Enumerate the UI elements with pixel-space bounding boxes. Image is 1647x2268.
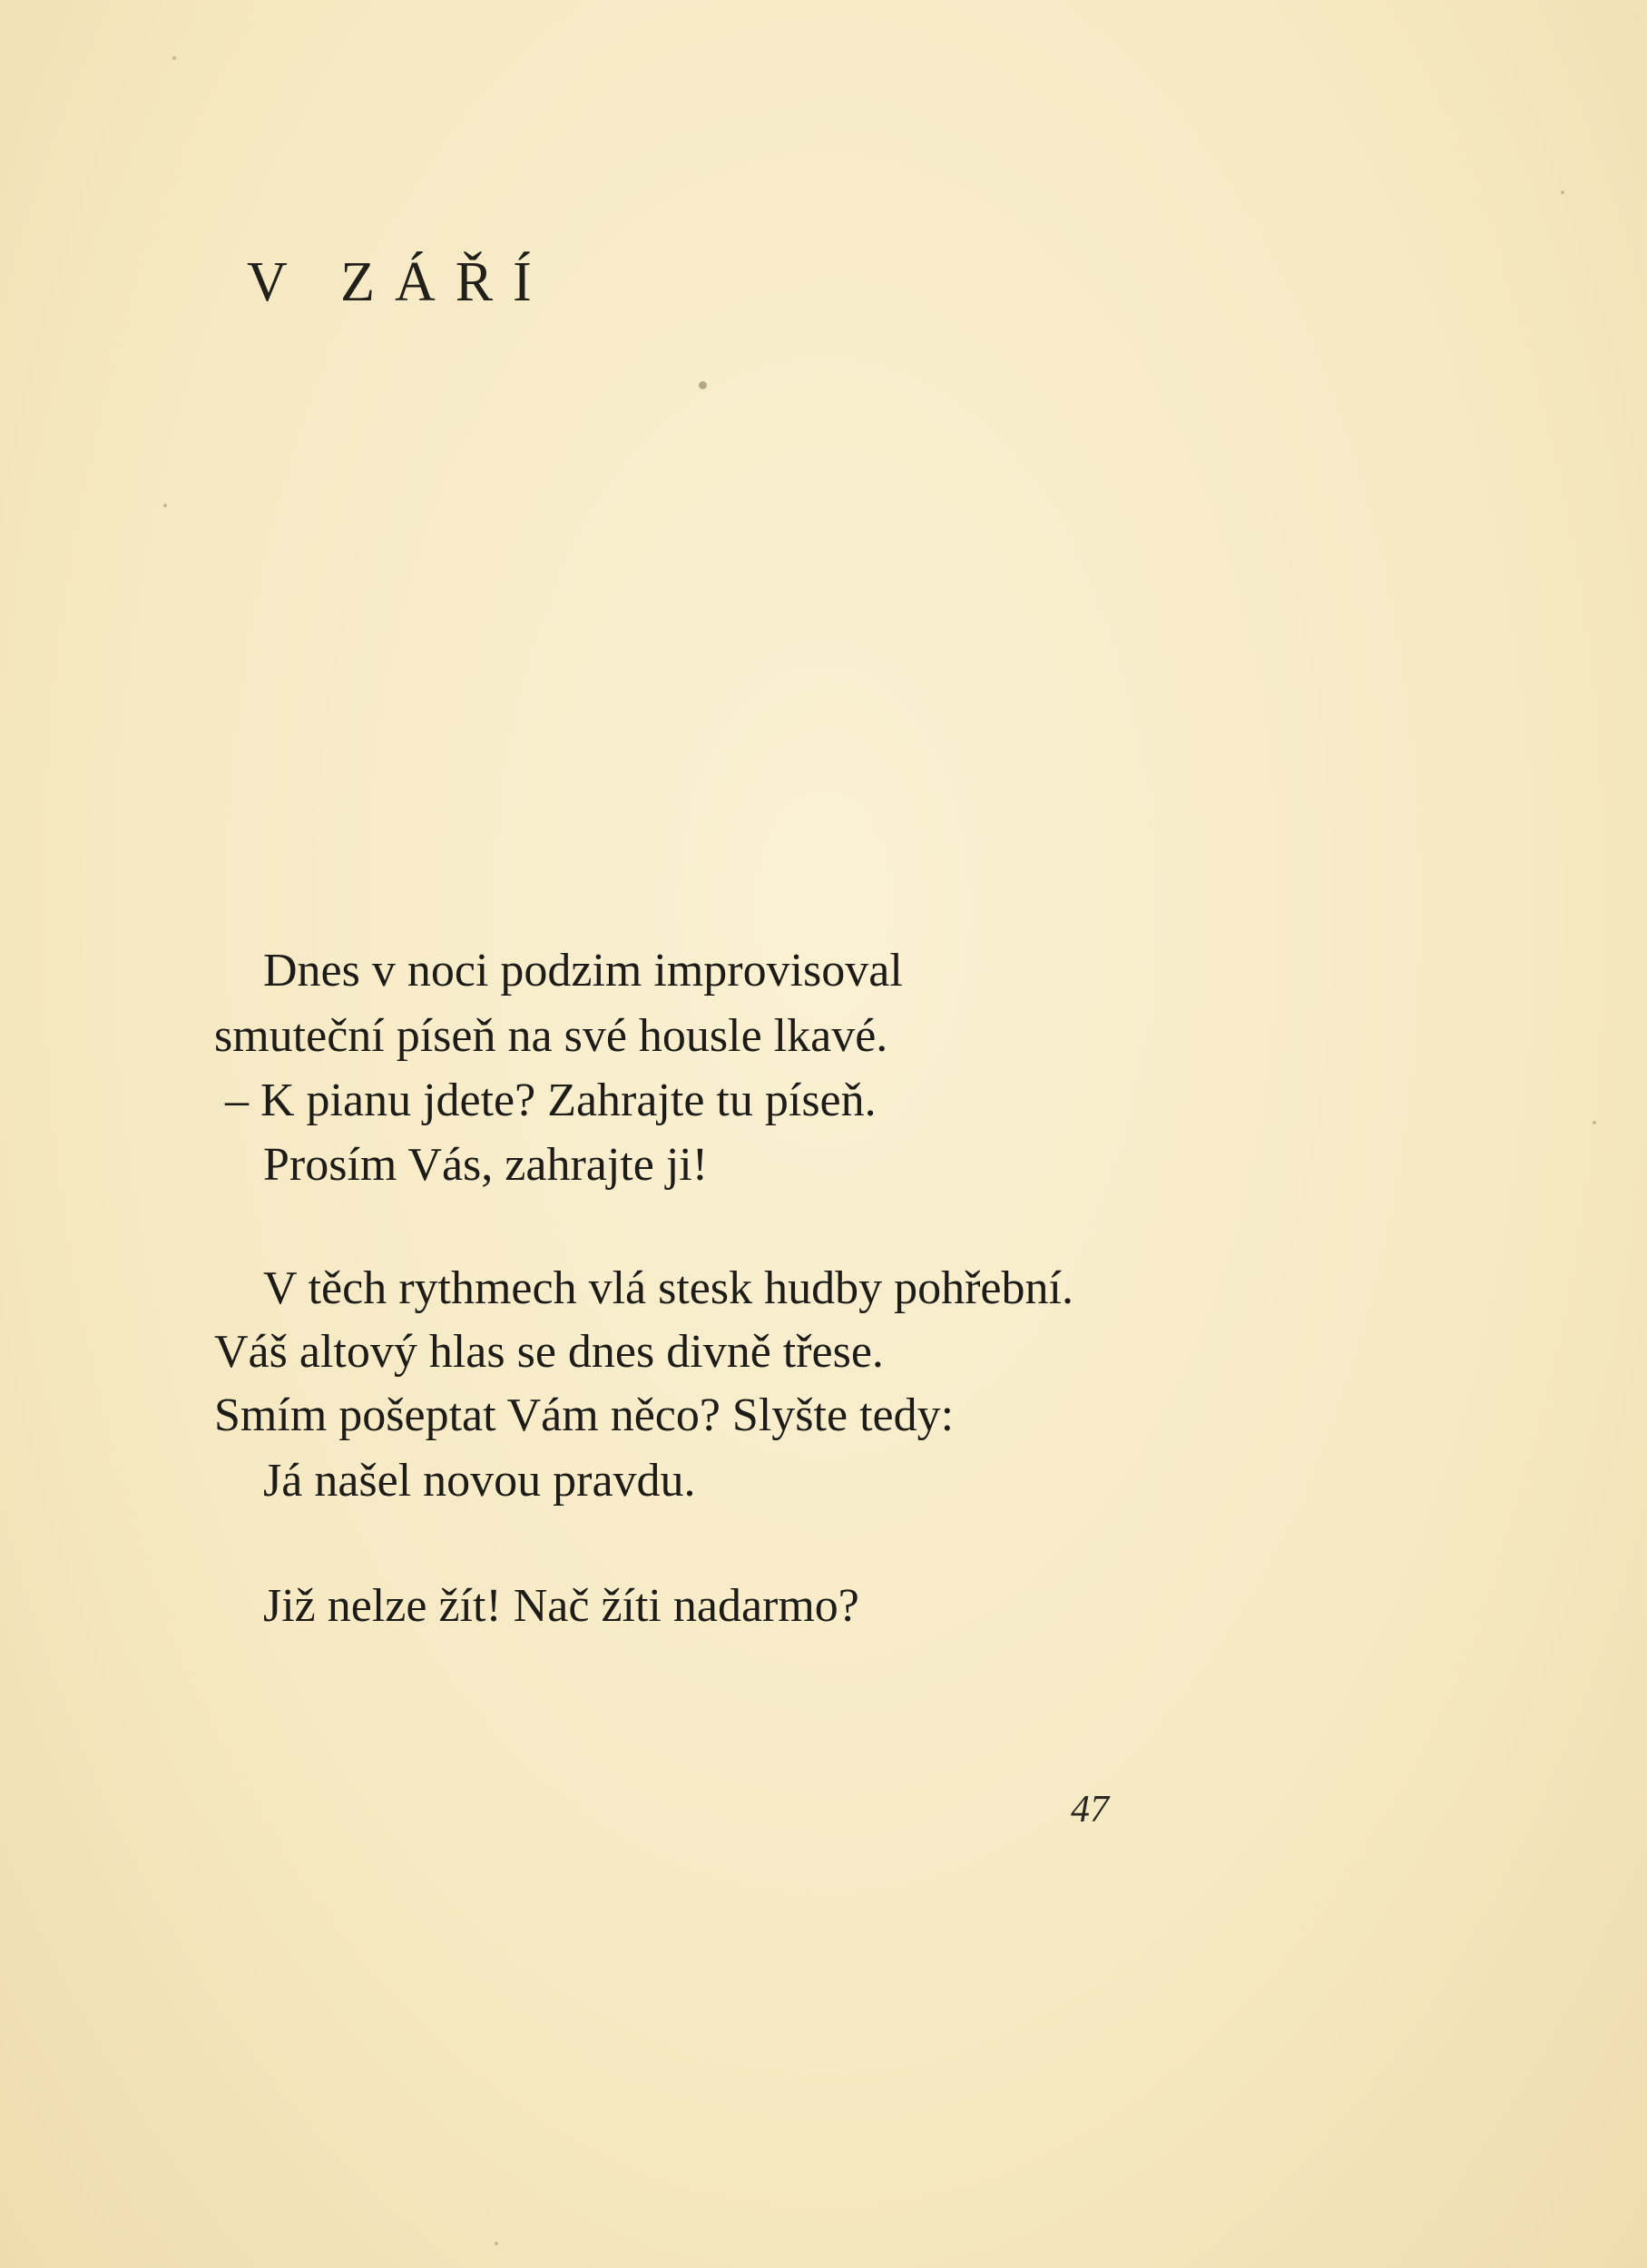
poem-line: smuteční píseň na své housle lkavé.: [214, 1010, 888, 1062]
paper-speck: [163, 504, 167, 507]
paper-speck: [1561, 191, 1564, 194]
poem-line: Dnes v noci podzim improvisoval: [263, 945, 903, 997]
poem-line: V těch rythmech vlá stesk hudby pohřební.: [263, 1262, 1073, 1314]
ornament-dot: [699, 381, 707, 389]
poem-line: Já našel novou pravdu.: [263, 1455, 696, 1507]
page-number: 47: [1071, 1789, 1109, 1831]
paper-speck: [172, 56, 176, 60]
poem-line: Váš altový hlas se dnes divně třese.: [214, 1326, 884, 1378]
poem-line: – K pianu jdete? Zahrajte tu píseň.: [225, 1075, 877, 1126]
poem-line: Prosím Vás, zahrajte ji!: [263, 1139, 709, 1191]
paper-speck: [495, 2242, 498, 2245]
poem-title: V ZÁŘÍ: [247, 251, 552, 313]
poem-line: Již nelze žít! Nač žíti nadarmo?: [263, 1580, 859, 1632]
poem-line: Smím pošeptat Vám něco? Slyšte tedy:: [214, 1389, 955, 1441]
paper-speck: [1593, 1121, 1596, 1124]
